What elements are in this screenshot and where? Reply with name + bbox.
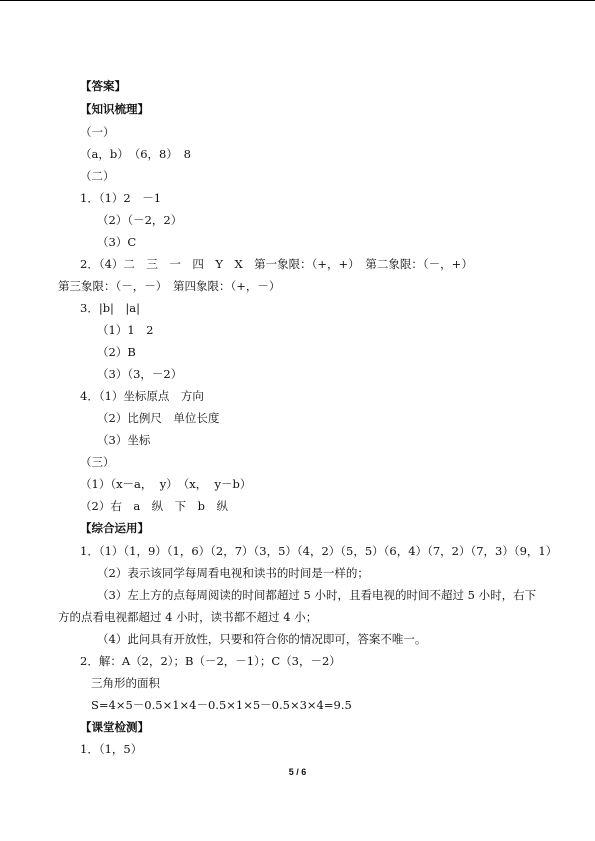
answer-line: （2）B bbox=[97, 345, 136, 359]
section-marker: （二） bbox=[80, 169, 115, 183]
page-number: 5 / 6 bbox=[288, 767, 307, 777]
heading-application: 【综合运用】 bbox=[80, 521, 149, 535]
answer-line: （3）坐标 bbox=[97, 433, 151, 447]
answer-line: 方的点看电视都超过 4 小时，读书都不超过 4 小； bbox=[58, 610, 318, 624]
answer-line: （2）比例尺 单位长度 bbox=[97, 411, 220, 425]
answer-line: 1．（1）2 －1 bbox=[80, 191, 162, 205]
answer-line: 2．解：A（2，2）；B（－2，－1）；C（3，－2） bbox=[80, 654, 341, 668]
answer-line: 4．（1）坐标原点 方向 bbox=[80, 389, 204, 403]
answer-line: （2）（－2，2） bbox=[97, 213, 183, 227]
answer-line: （4）此问具有开放性，只要和符合你的情况即可，答案不唯一。 bbox=[97, 632, 427, 646]
answer-line: （3）（3，－2） bbox=[97, 367, 183, 381]
area-formula: S=4×5－0.5×1×4－0.5×1×5－0.5×3×4=9.5 bbox=[91, 698, 352, 712]
section-marker: （三） bbox=[80, 455, 115, 469]
answer-line: 1．（1，5） bbox=[80, 742, 143, 756]
answer-line: （2）表示该同学每周看电视和读书的时间是一样的； bbox=[97, 566, 369, 580]
answer-line: 三角形的面积 bbox=[91, 676, 160, 690]
top-border bbox=[0, 0, 595, 1]
answer-line: （3）C bbox=[97, 235, 137, 249]
answer-line: 第三象限：（－，－） 第四象限：（+，－） bbox=[58, 279, 281, 293]
heading-knowledge: 【知识梳理】 bbox=[80, 102, 149, 116]
answer-line: （a，b） （6，8） 8 bbox=[80, 147, 191, 161]
answer-line: 2．（4）二 三 一 四 Y X 第一象限：（+，+） 第二象限：（－，+） bbox=[80, 257, 473, 271]
heading-class-check: 【课堂检测】 bbox=[80, 720, 149, 734]
answer-line: （1）1 2 bbox=[97, 323, 154, 337]
heading-answer: 【答案】 bbox=[80, 79, 126, 93]
answer-line: 3．|b| |a| bbox=[80, 301, 141, 315]
answer-line: 1．（1）（1，9）（1，6）（2，7）（3，5）（4，2）（5，5）（6，4）（7，2）（7，3）（9，1） bbox=[80, 544, 558, 558]
section-marker: （一） bbox=[80, 125, 115, 139]
answer-line: （1）（x－a， y） （x， y－b） bbox=[80, 477, 252, 491]
answer-line: （3）左上方的点每周阅读的时间都超过 5 小时，且看电视的时间不超过 5 小时，右下 bbox=[97, 588, 537, 602]
answer-line: （2）右 a 纵 下 b 纵 bbox=[80, 499, 229, 513]
